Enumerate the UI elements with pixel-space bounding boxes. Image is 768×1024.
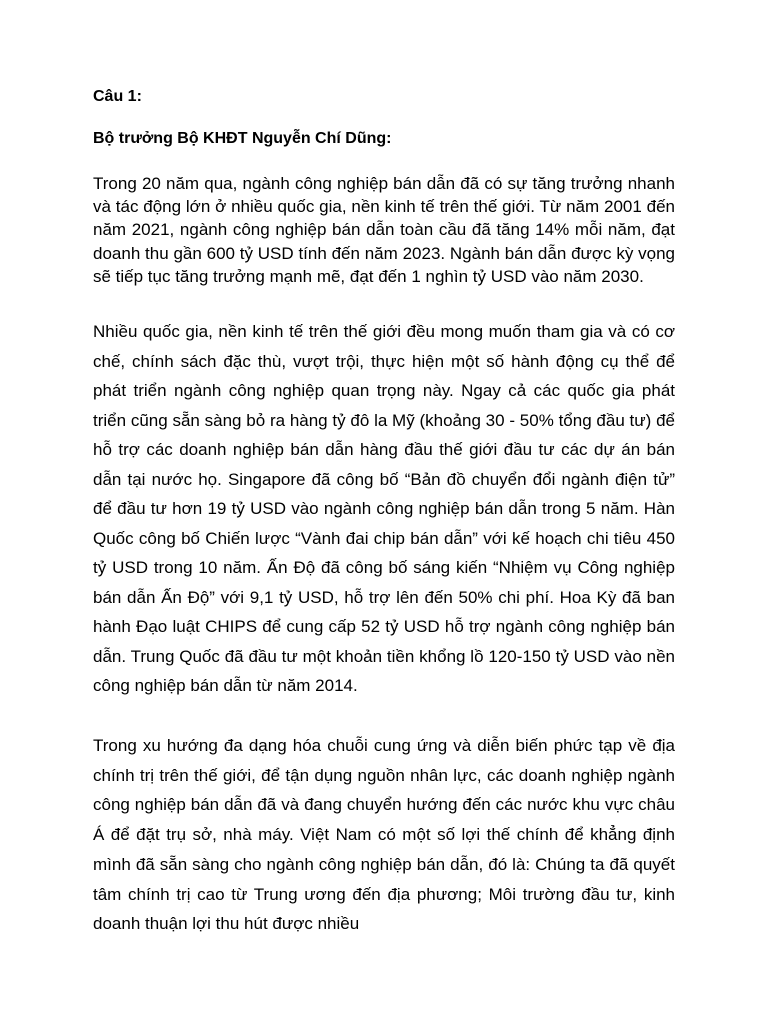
speaker-heading: Bộ trưởng Bộ KHĐT Nguyễn Chí Dũng: [93, 130, 392, 147]
question-label: Câu 1: [93, 88, 142, 105]
paragraph-2: Nhiều quốc gia, nền kinh tế trên thế giới đều mong muốn tham gia và có cơ chế, chính sách đặc thù, vượt trội, thực hiện một số hành động cụ thể để phát triển ngành công nghiệp quan trọng này. Ngay cả các quốc gia phát triển cũng sẵn sàng bỏ ra hàng tỷ đô la Mỹ (khoảng 30 - 50% tổng đầu tư) để hỗ trợ các doanh nghiệp bán dẫn hàng đầu thế giới đầu tư các dự án bán dẫn tại nước họ. Singapore đã công bố “Bản đồ chuyển đổi ngành điện tử” để đầu tư hơn 19 tỷ USD vào ngành công nghiệp bán dẫn trong 5 năm. Hàn Quốc công bố Chiến lược “Vành đai chip bán dẫn” với kế hoạch chi tiêu 450 tỷ USD trong 10 năm. Ấn Độ đã công bố sáng kiến “Nhiệm vụ Công nghiệp bán dẫn Ấn Độ” với 9,1 tỷ USD, hỗ trợ lên đến 50% chi phí. Hoa Kỳ đã ban hành Đạo luật CHIPS để cung cấp 52 tỷ USD hỗ trợ ngành công nghiệp bán dẫn. Trung Quốc đã đầu tư một khoản tiền khổng lồ 120-150 tỷ USD vào nền công nghiệp bán dẫn từ năm 2014. [93, 322, 675, 695]
paragraph-1: Trong 20 năm qua, ngành công nghiệp bán dẫn đã có sự tăng trưởng nhanh và tác động lớn ở nhiều quốc gia, nền kinh tế trên thế giới. Từ năm 2001 đến năm 2021, ngành công nghiệp bán dẫn toàn cầu đã tăng 14% mỗi năm, đạt doanh thu gần 600 tỷ USD tính đến năm 2023. Ngành bán dẫn được kỳ vọng sẽ tiếp tục tăng trưởng mạnh mẽ, đạt đến 1 nghìn tỷ USD vào năm 2030. [93, 174, 675, 286]
paragraph-3: Trong xu hướng đa dạng hóa chuỗi cung ứng và diễn biến phức tạp về địa chính trị trên thế giới, để tận dụng nguồn nhân lực, các doanh nghiệp ngành công nghiệp bán dẫn đã và đang chuyển hướng đến các nước khu vực châu Á để đặt trụ sở, nhà máy. Việt Nam có một số lợi thế chính để khẳng định mình đã sẵn sàng cho ngành công nghiệp bán dẫn, đó là: Chúng ta đã quyết tâm chính trị cao từ Trung ương đến địa phương; Môi trường đầu tư, kinh doanh thuận lợi thu hút được nhiều [93, 736, 675, 934]
